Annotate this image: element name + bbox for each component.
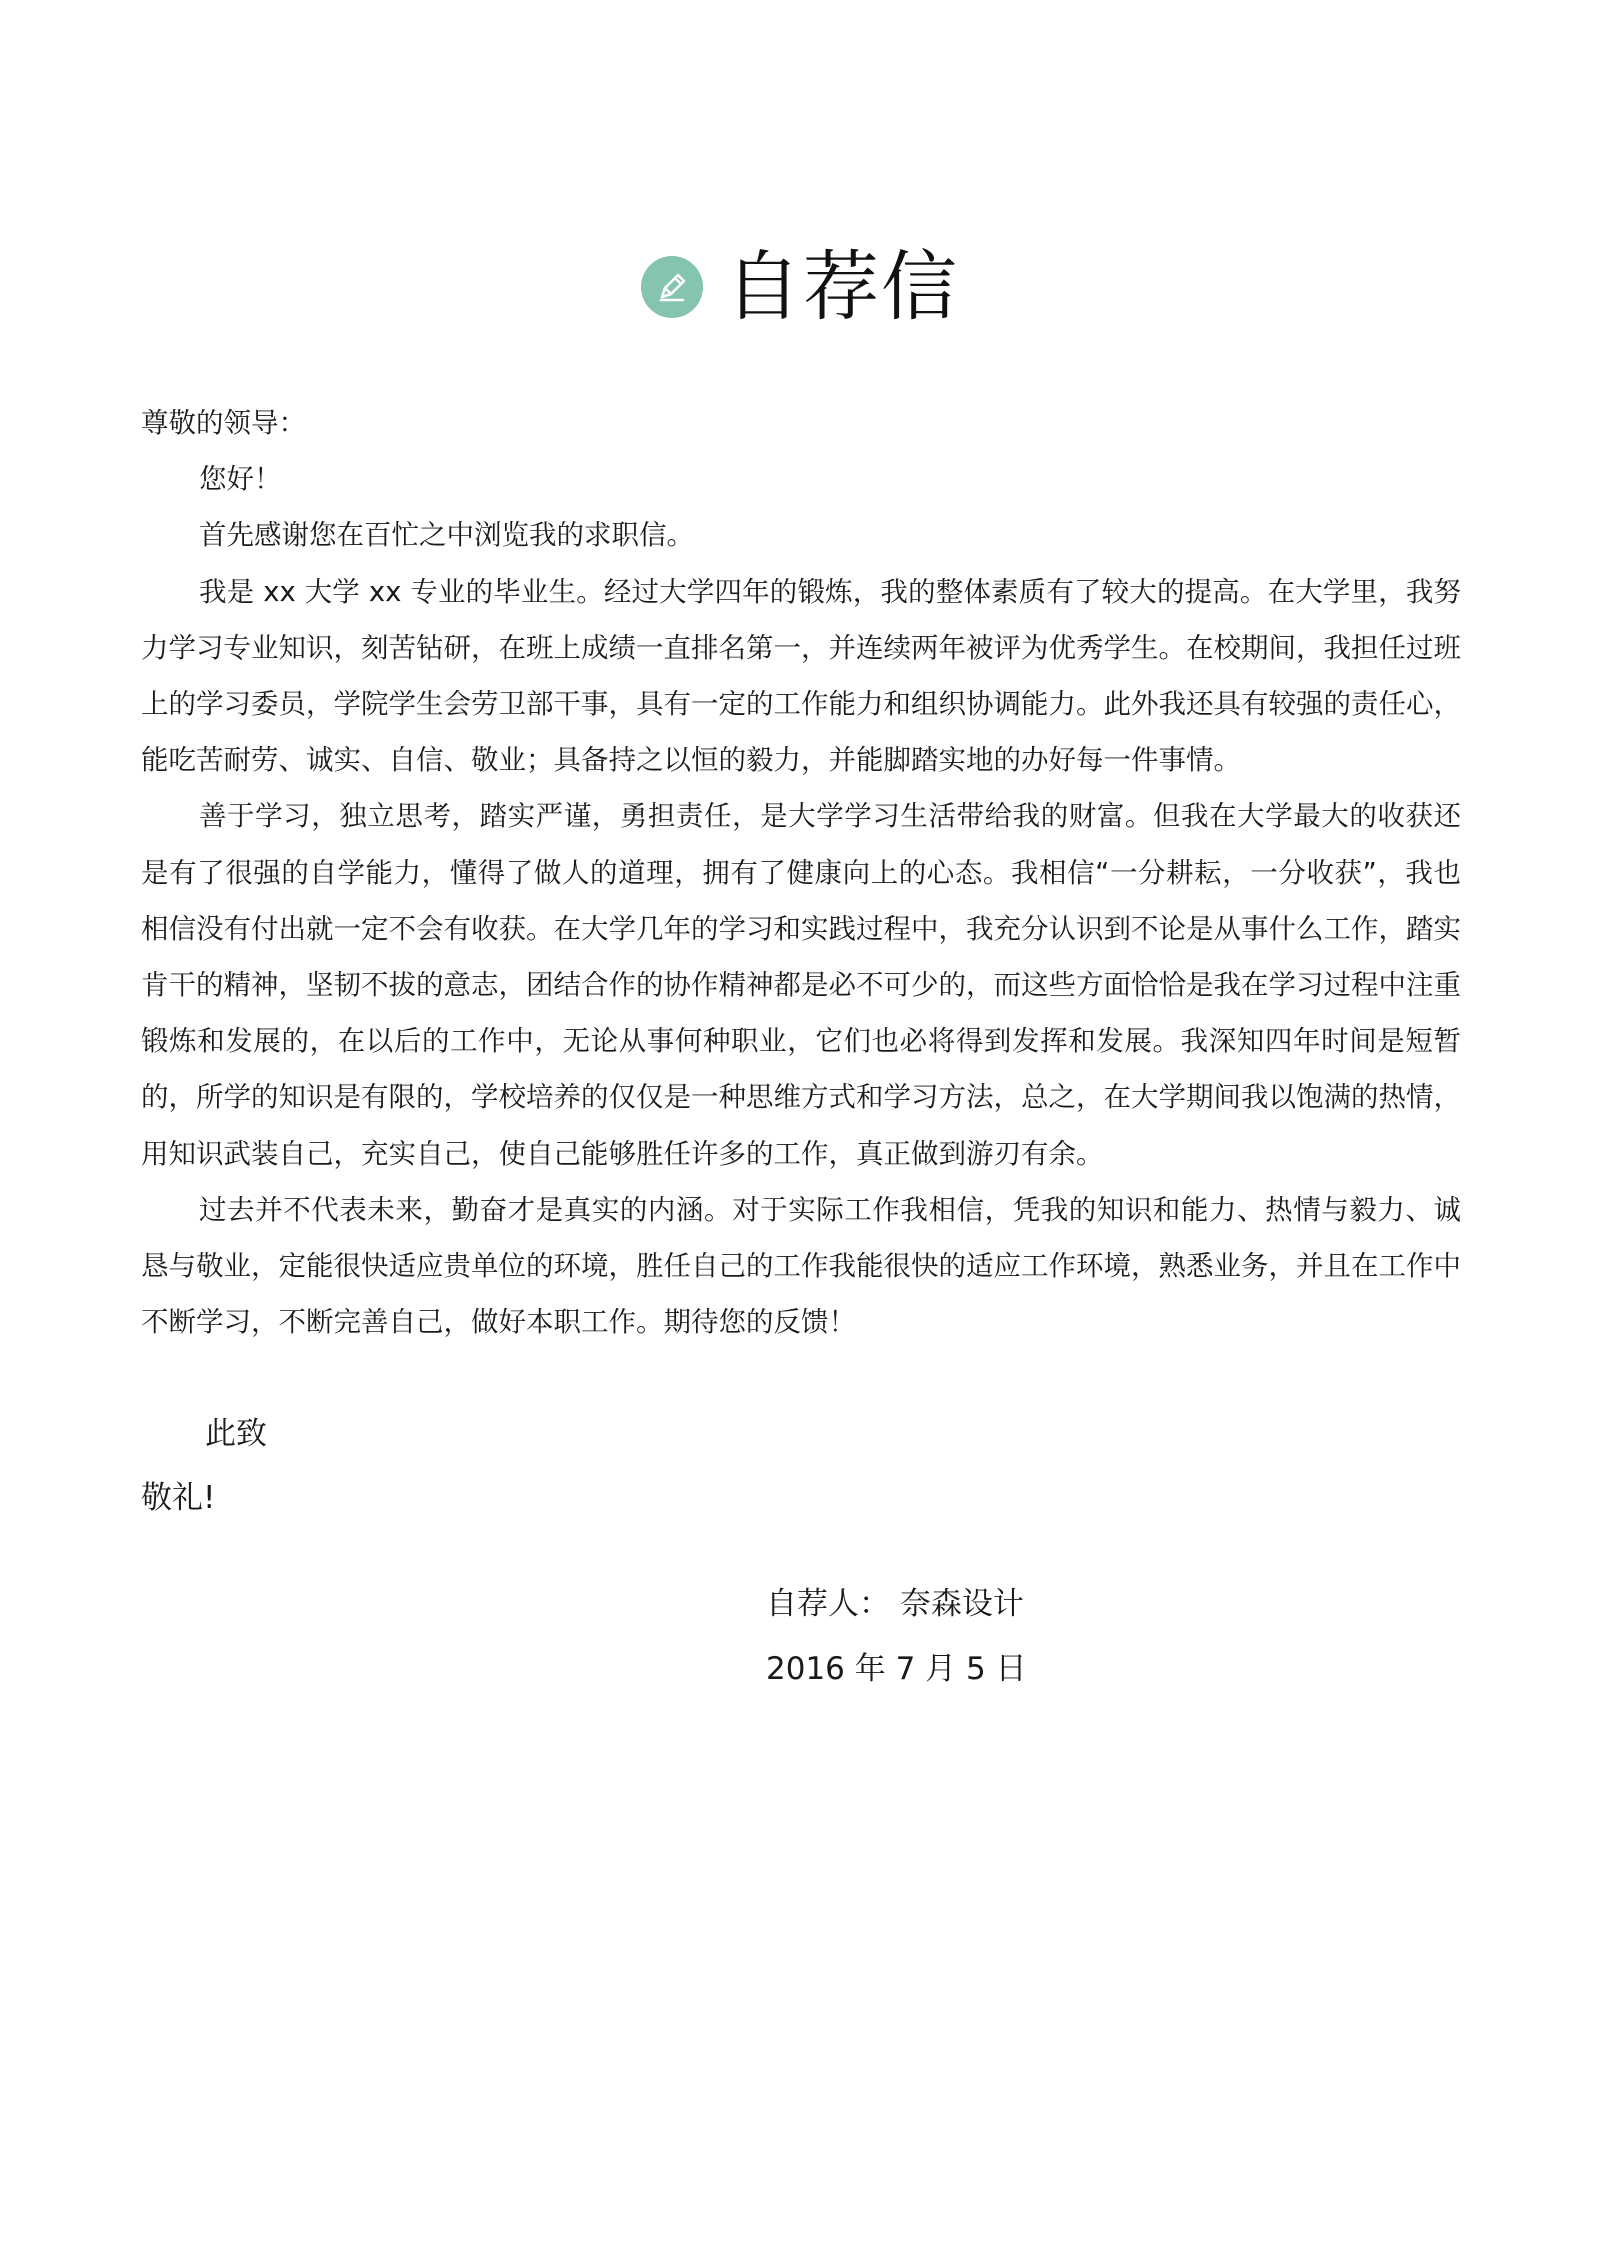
pencil-icon <box>641 256 703 318</box>
paragraph-3: 善于学习，独立思考，踏实严谨，勇担责任，是大学学习生活带给我的财富。但我在大学最大的收获还是有了很强的自学能力，懂得了做人的道理，拥有了健康向上的心态。我相信“一分耕耘，一分收获”，我也相信没有付出就一定不会有收获。在大学几年的学习和实践过程中，我充分认识到不论是从事什么工作，踏实肯干的精神，坚韧不拔的意志，团结合作的协作精神都是必不可少的，而这些方面恰恰是我在学习过程中注重锻炼和发展的，在以后的工作中，无论从事何种职业，它们也必将得到发挥和发展。我深知四年时间是短暂的，所学的知识是有限的，学校培养的仅仅是一种思维方式和学习方法，总之，在大学期间我以饱满的热情，用知识武装自己，充实自己，使自己能够胜任许多的工作，真正做到游刃有余。 <box>141 800 1461 1170</box>
letter-body <box>141 395 1461 1350</box>
closing-line-1: 此致 <box>205 1416 267 1452</box>
signature-date: 2016 年 7 月 5 日 <box>766 1651 1027 1687</box>
page-title: 自荐信 <box>725 241 959 331</box>
closing-line-2: 敬礼! <box>141 1480 216 1516</box>
salutation: 尊敬的领导： <box>141 407 306 439</box>
title-row <box>0 220 1600 340</box>
paragraph-2: 我是 xx 大学 xx 专业的毕业生。经过大学四年的锻炼，我的整体素质有了较大的提高。在大学里，我努力学习专业知识，刻苦钻研，在班上成绩一直排名第一，并连续两年被评为优秀学生。在校期间，我担任过班上的学习委员，学院学生会劳卫部干事，具有一定的工作能力和组织协调能力。此外我还具有较强的责任心，能吃苦耐劳、诚实、自信、敬业；具备持之以恒的毅力，并能脚踏实地的办好每一件事情。 <box>141 575 1461 777</box>
paragraph-4: 过去并不代表未来，勤奋才是真实的内涵。对于实际工作我相信，凭我的知识和能力、热情与毅力、诚恳与敬业，定能很快适应贵单位的环境，胜任自己的工作我能很快的适应工作环境，熟悉业务，并且在工作中不断学习，不断完善自己，做好本职工作。期待您的反馈！ <box>141 1193 1461 1339</box>
signature-author: 自荐人： 奈森设计 <box>766 1586 1024 1622</box>
hello-line: 您好！ <box>199 463 282 496</box>
paragraph-1: 首先感谢您在百忙之中浏览我的求职信。 <box>199 519 694 552</box>
